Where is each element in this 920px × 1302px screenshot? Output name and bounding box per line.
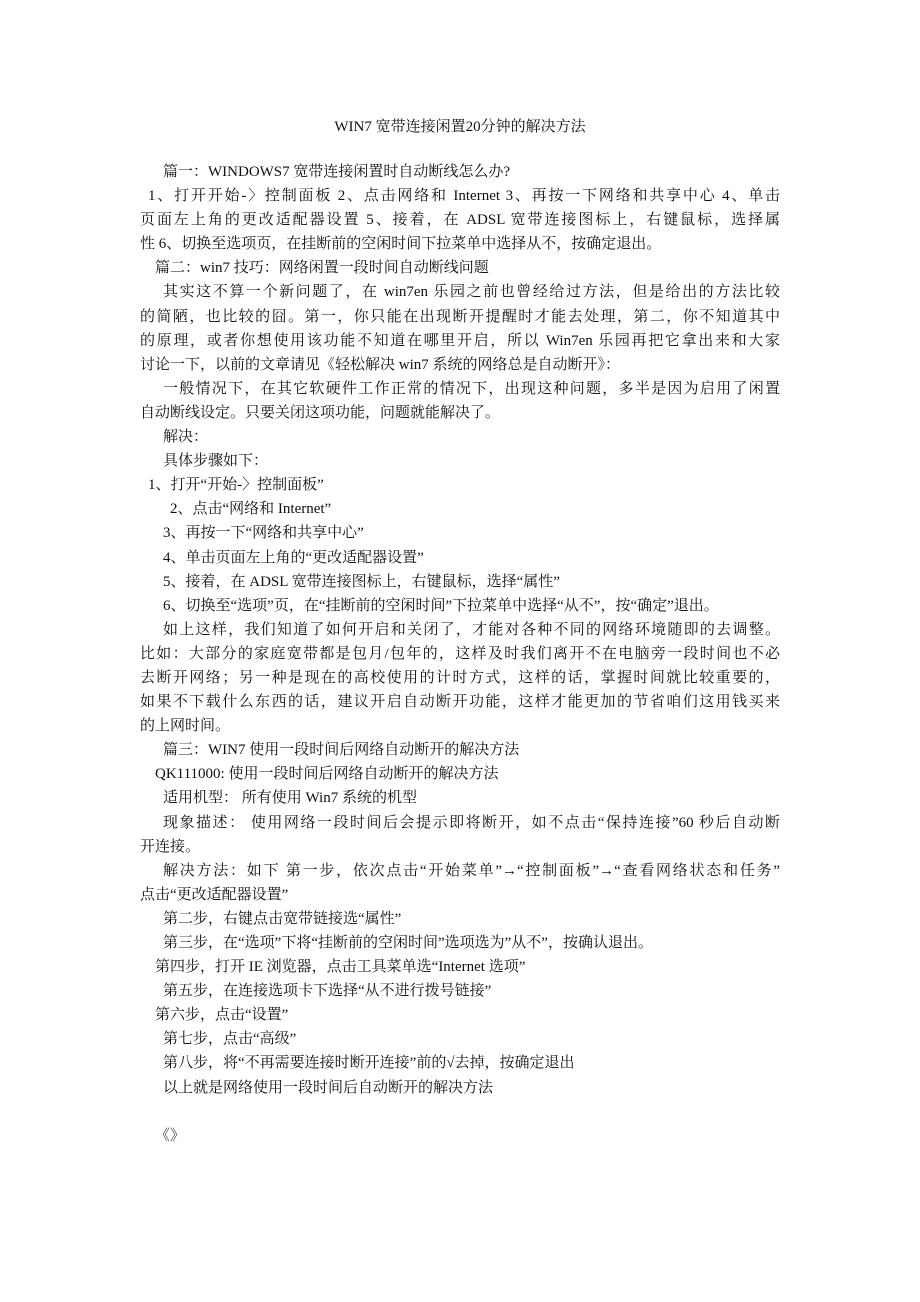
text-line: 比如：大部分的家庭宽带都是包月/包年的，这样及时我们离开不在电脑旁一段时间也不必 xyxy=(140,645,780,662)
text-line: 适用机型： 所有使用 Win7 系统的机型 xyxy=(163,790,417,807)
step-item: 第四步，打开 IE 浏览器，点击工具菜单选“Internet 选项” xyxy=(155,959,526,976)
section-heading: 篇一：WINDOWS7 宽带连接闲置时自动断线怎么办? xyxy=(163,164,511,180)
step-item: 第八步，将“不再需要连接时断开连接”前的√去掉，按确定退出 xyxy=(163,1055,575,1072)
step-item: 第二步，右键点击宽带链接选“属性” xyxy=(163,910,402,927)
text-line: 的原理，或者你想使用该功能不知道在哪里开启，所以 Win7en 乐园再把它拿出来和大家 xyxy=(140,332,780,349)
text-line: 《》 xyxy=(155,1127,186,1144)
text-line: 具体步骤如下： xyxy=(163,453,269,470)
text-line: 其实这不算一个新问题了，在 win7en 乐园之前也曾经给过方法，但是给出的方法比较 xyxy=(163,284,780,301)
document-body xyxy=(140,162,780,1150)
text-line: 自动断线设定。只要关闭这项功能，问题就能解决了。 xyxy=(140,404,501,421)
text-line: 性 6、切换至选项页，在挂断前的空闲时间下拉菜单中选择从不，按确定退出。 xyxy=(140,236,662,253)
step-item: 6、切换至“选项”页，在“挂断前的空闲时间”下拉菜单中选择“从不”，按“确定”退出。 xyxy=(163,597,719,614)
text-line: 页面左上角的更改适配器设置 5、接着，在 ADSL 宽带连接图标上，右键鼠标，选择属 xyxy=(140,212,780,229)
step-item: 第六步，点击“设置” xyxy=(155,1007,289,1024)
step-item: 2、点击“网络和 Internet” xyxy=(170,501,332,518)
step-item: 4、单击页面左上角的“更改适配器设置” xyxy=(163,549,424,566)
step-item: 第三步，在“选项”下将“挂断前的空闲时间”选项选为”从不”，按确认退出。 xyxy=(163,935,653,951)
text-line: 的上网时间。 xyxy=(140,718,231,735)
text-line: QK111000: 使用一段时间后网络自动断开的解决方法 xyxy=(155,766,499,783)
text-line: 的简陋，也比较的囧。第一，你只能在出现断开提醒时才能去处理，第二，你不知道其中 xyxy=(140,308,780,325)
text-line: 如果不下载什么东西的话，建议开启自动断开功能，这样才能更加的节省咱们这用钱买来 xyxy=(140,694,780,711)
text-line: 以上就是网络使用一段时间后自动断开的解决方法 xyxy=(163,1079,494,1096)
text-line: 去断开网络；另一种是现在的高校使用的计时方式，这样的话，掌握时间就比较重要的， xyxy=(140,669,780,686)
step-item: 1、打开“开始-〉控制面板” xyxy=(148,477,324,494)
document-title: WIN7 宽带连接闲置20分钟的解决方法 xyxy=(334,119,586,135)
step-item: 第五步，在连接选项卡下选择“从不进行拨号链接” xyxy=(163,983,492,1000)
text-line: 讨论一下，以前的文章请见《轻松解决 win7 系统的网络总是自动断开》： xyxy=(140,356,621,373)
step-item: 5、接着，在 ADSL 宽带连接图标上，右键鼠标，选择“属性” xyxy=(163,573,560,590)
text-line: 一般情况下，在其它软硬件工作正常的情况下，出现这种问题，多半是因为启用了闲置 xyxy=(163,380,780,397)
text-line: 如上这样，我们知道了如何开启和关闭了，才能对各种不同的网络环境随即的去调整。 xyxy=(163,621,780,638)
text-line: 开连接。 xyxy=(140,838,201,855)
text-line: 现象描述： 使用网络一段时间后会提示即将断开，如不点击“保持连接”60 秒后自动断 xyxy=(163,814,780,831)
section-heading: 篇三：WIN7 使用一段时间后网络自动断开的解决方法 xyxy=(163,742,520,759)
text-line: 解决： xyxy=(163,429,209,446)
step-item: 3、再按一下“网络和共享中心” xyxy=(163,525,364,542)
text-line: 点击“更改适配器设置” xyxy=(140,886,289,903)
text-line: 解决方法：如下 第一步，依次点击“开始菜单”→“控制面板”→“查看网络状态和任务” xyxy=(163,862,780,879)
text-line: 1、打开开始-〉控制面板 2、点击网络和 Internet 3、再按一下网络和共享中心 4、单击 xyxy=(148,188,780,205)
section-heading: 篇二：win7 技巧：网络闲置一段时间自动断线问题 xyxy=(155,260,489,277)
step-item: 第七步，点击“高级” xyxy=(163,1031,297,1048)
blank-line xyxy=(140,1102,780,1126)
